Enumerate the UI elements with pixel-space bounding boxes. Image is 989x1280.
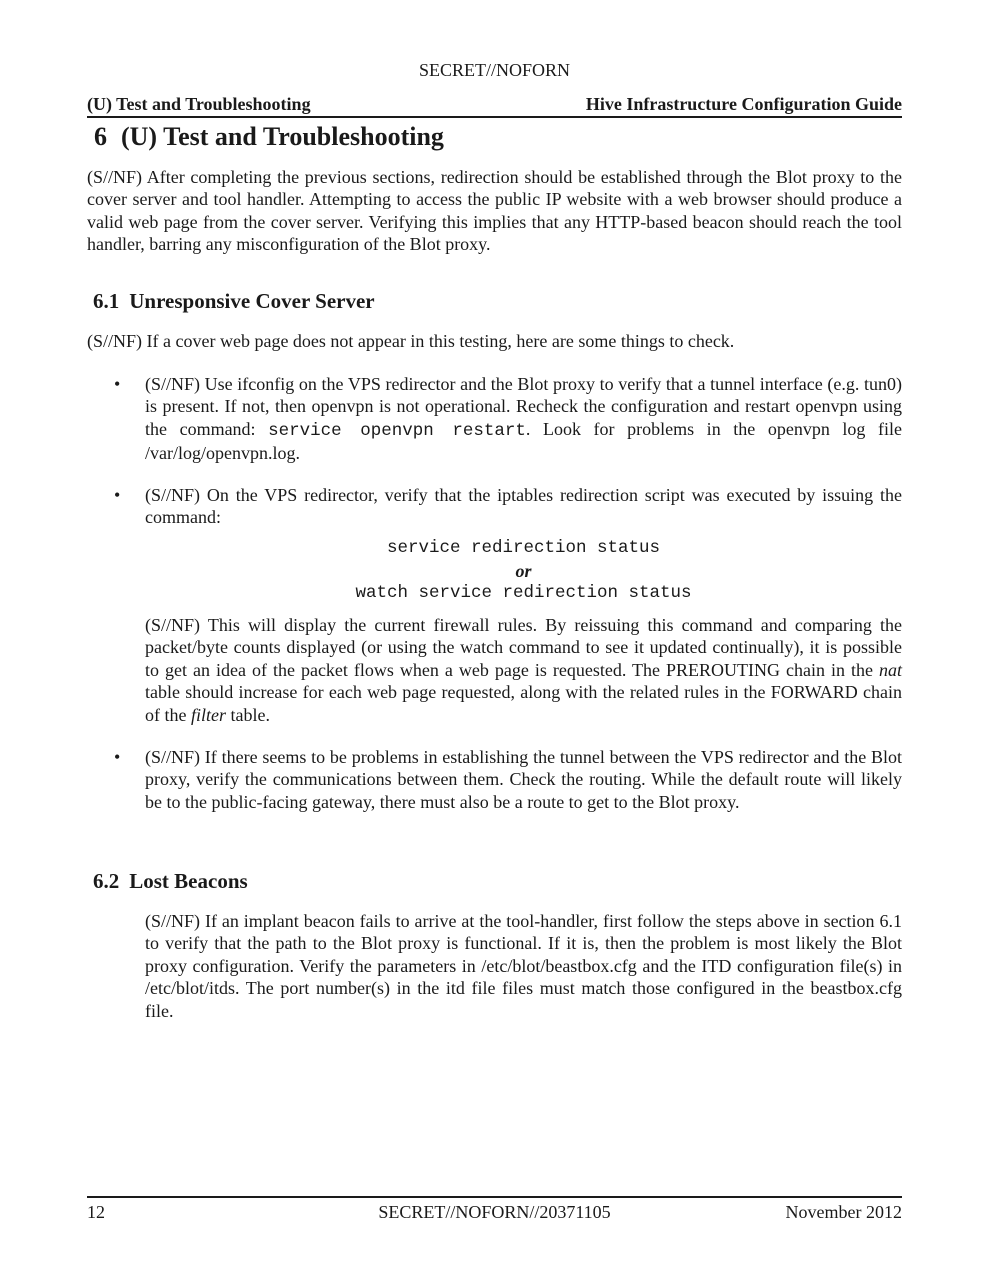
bullet-text: . Look for problems in the openvpn log file /var/log/openvpn.log.: [145, 418, 902, 464]
subsection-number: 6.1: [93, 289, 120, 313]
inline-code-command: service openvpn restart: [268, 420, 526, 441]
bullet-marker: •: [114, 374, 121, 394]
section-heading: [94, 120, 444, 154]
bullet-text: (S//NF) Use ifconfig on the VPS redirector and the Blot proxy to verify that a tunnel interface (e.g. tun0) is present. If not, then openvpn is not operational. Recheck the configuration and restart openvpn using the command:: [145, 374, 902, 439]
paragraph-text: (S//NF) This will display the current firewall rules. By reissuing this command and comparing the packet/byte counts displayed (or using the watch command to see it updated continually), it is possible to get an idea of the packet flows when a web page is requested. The PREROUTING chain in the: [145, 615, 902, 680]
subsection-heading-6-1: [93, 288, 375, 314]
subsection-title: Lost Beacons: [129, 869, 248, 893]
bullet-marker: •: [114, 747, 121, 767]
code-command-watch-redirection-status: watch service redirection status: [355, 583, 692, 603]
bullet-item-iptables: (S//NF) On the VPS redirector, verify that the iptables redirection script was executed by issuing the command:: [145, 485, 902, 528]
paragraph-text: table should increase for each web page requested, along with the related rules in the FORWARD chain of the: [145, 682, 902, 725]
classification-banner-bottom: SECRET//NOFORN//20371105: [378, 1202, 611, 1222]
classification-banner-top: SECRET//NOFORN: [418, 60, 571, 80]
page-footer: [87, 1201, 902, 1223]
bullet-item-tunnel-routing: (S//NF) If there seems to be problems in establishing the tunnel between the VPS redirector and the Blot proxy, verify the communications between them. Check the routing. While the default route will likely be to the public-facing gateway, there must also be a route to get to the Blot proxy.: [145, 747, 902, 812]
lost-beacons-paragraph: (S//NF) If an implant beacon fails to arrive at the tool-handler, first follow the steps above in section 6.1 to verify that the path to the Blot proxy is functional. If it is, then the problem is most likely the Blot proxy configuration. Verify the parameters in /etc/blot/beastbox.cfg and the ITD configuration file(s) in /etc/blot/itds. The port number(s) in the itd file files must match those configured in the beastbox.cfg file.: [145, 911, 902, 1021]
paragraph-text: table.: [225, 704, 270, 725]
command-or-separator: or: [515, 561, 532, 581]
bullet-marker: •: [114, 485, 121, 505]
subsection-heading-6-2: [93, 868, 248, 894]
publication-date: November 2012: [785, 1202, 902, 1222]
subsection-title: Unresponsive Cover Server: [129, 289, 375, 313]
footer-divider: [87, 1196, 902, 1198]
running-header: [87, 92, 902, 118]
section-title: (U) Test and Troubleshooting: [121, 122, 444, 151]
running-header-document-title: Hive Infrastructure Configuration Guide: [585, 94, 902, 114]
emphasis-filter: filter: [190, 704, 226, 725]
emphasis-nat: nat: [878, 659, 902, 680]
section-intro-paragraph: (S//NF) After completing the previous sections, redirection should be established through the Blot proxy to the cover server and tool handler. Attempting to access the public IP website with a web browser should produce a valid web page from the cover server. Verifying this implies that any HTTP-based beacon should reach the tool handler, barring any misconfiguration of the Blot proxy.: [87, 167, 902, 255]
subsection-6-1-intro: (S//NF) If a cover web page does not appear in this testing, here are some things to check.: [87, 331, 735, 351]
bullet-item-ifconfig: [145, 373, 902, 465]
subsection-number: 6.2: [93, 869, 120, 893]
running-header-chapter: (U) Test and Troubleshooting: [87, 94, 311, 114]
code-command-redirection-status: service redirection status: [386, 538, 661, 558]
section-number: 6: [94, 122, 107, 151]
firewall-rules-explanation: [145, 614, 902, 726]
page-number: 12: [87, 1202, 105, 1222]
